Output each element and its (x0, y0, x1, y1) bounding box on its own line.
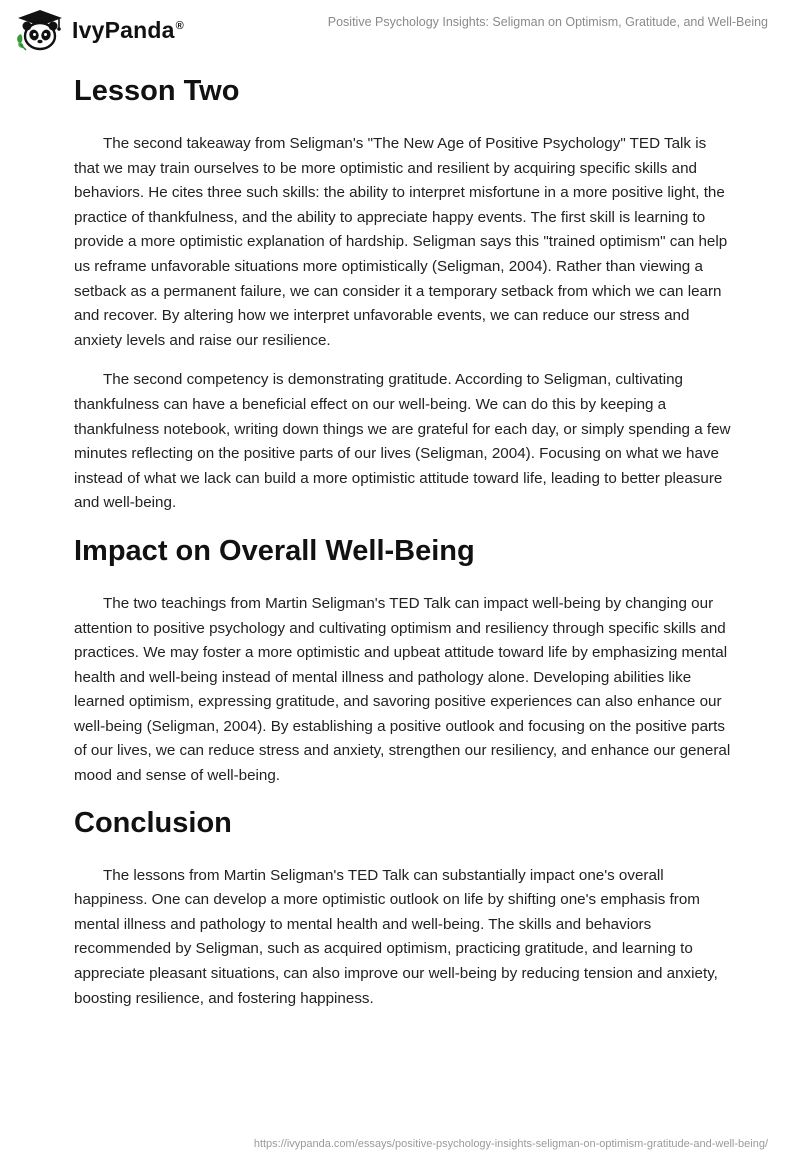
heading-impact: Impact on Overall Well-Being (74, 534, 475, 567)
source-url[interactable]: https://ivypanda.com/essays/positive-psychology-insights-seligman-on-optimism-gratitude-and-well-being/ (253, 1138, 768, 1150)
paragraph-lesson-two-1: The second takeaway from Seligman's "The New Age of Positive Psychology" TED Talk is that we may train ourselves to be more optimistic and resilient by acquiring specific skills and behaviors. He cites three such skills: the ability to interpret misfortune in a more positive light, the practice of thankfulness, and the ability to appreciate happy events. The first skill is learning to provide a more optimistic explanation of hardship. Seligman says this "trained optimism" can help us reframe unfavorable situations more optimistically (Seligman, 2004). Rather than viewing a setback as a permanent failure, we can consider it a temporary setback from which we can learn and recover. By altering how we interpret unfavorable events, we can reduce our stress and anxiety levels and raise our resilience. (74, 135, 728, 349)
page-header (0, 0, 800, 62)
heading-conclusion: Conclusion (74, 806, 232, 839)
panda-logo-icon (14, 8, 66, 52)
paragraph-conclusion-1: The lessons from Martin Seligman's TED Talk can substantially impact one's overall happiness. One can develop a more optimistic outlook on life by shifting one's emphasis from mental illness and pathology to mental health and well-being. The skills and behaviors recommended by Seligman, such as acquired optimism, practicing gratitude, and learning to appreciate pleasant situations, can also improve our well-being by reducing tension and anxiety, boosting resilience, and fostering happiness. (74, 866, 718, 1007)
document-title: Positive Psychology Insights: Seligman on Optimism, Gratitude, and Well-Being (327, 15, 768, 29)
brand-name: IvyPanda® (72, 16, 184, 43)
paragraph-lesson-two-2: The second competency is demonstrating gratitude. According to Seligman, cultivating thankfulness can have a beneficial effect on our well-being. We can do this by keeping a thankfulness notebook, writing down things we are grateful for each day, or simply spending a few minutes reflecting on the positive parts of our lives (Seligman, 2004). Focusing on what we have instead of what we lack can build a more optimistic attitude toward life, leading to better pleasure and well-being. (74, 371, 731, 512)
heading-lesson-two: Lesson Two (74, 75, 240, 107)
paragraph-impact-1: The two teachings from Martin Seligman's TED Talk can impact well-being by changing our attention to positive psychology and cultivating optimism and resiliency through specific skills and practices. We may foster a more optimistic and upbeat attitude toward life by emphasizing mental health and well-being instead of mental illness and pathology alone. Developing abilities like learned optimism, expressing gratitude, and savoring positive experiences can also enhance our well-being (Seligman, 2004). By establishing a positive outlook and focusing on the positive parts of our lives, we can reduce stress and anxiety, strengthen our resiliency, and enhance our general mood and sense of well-being. (74, 594, 731, 785)
article-body (74, 70, 734, 1011)
ivypanda-logo[interactable] (14, 8, 184, 52)
